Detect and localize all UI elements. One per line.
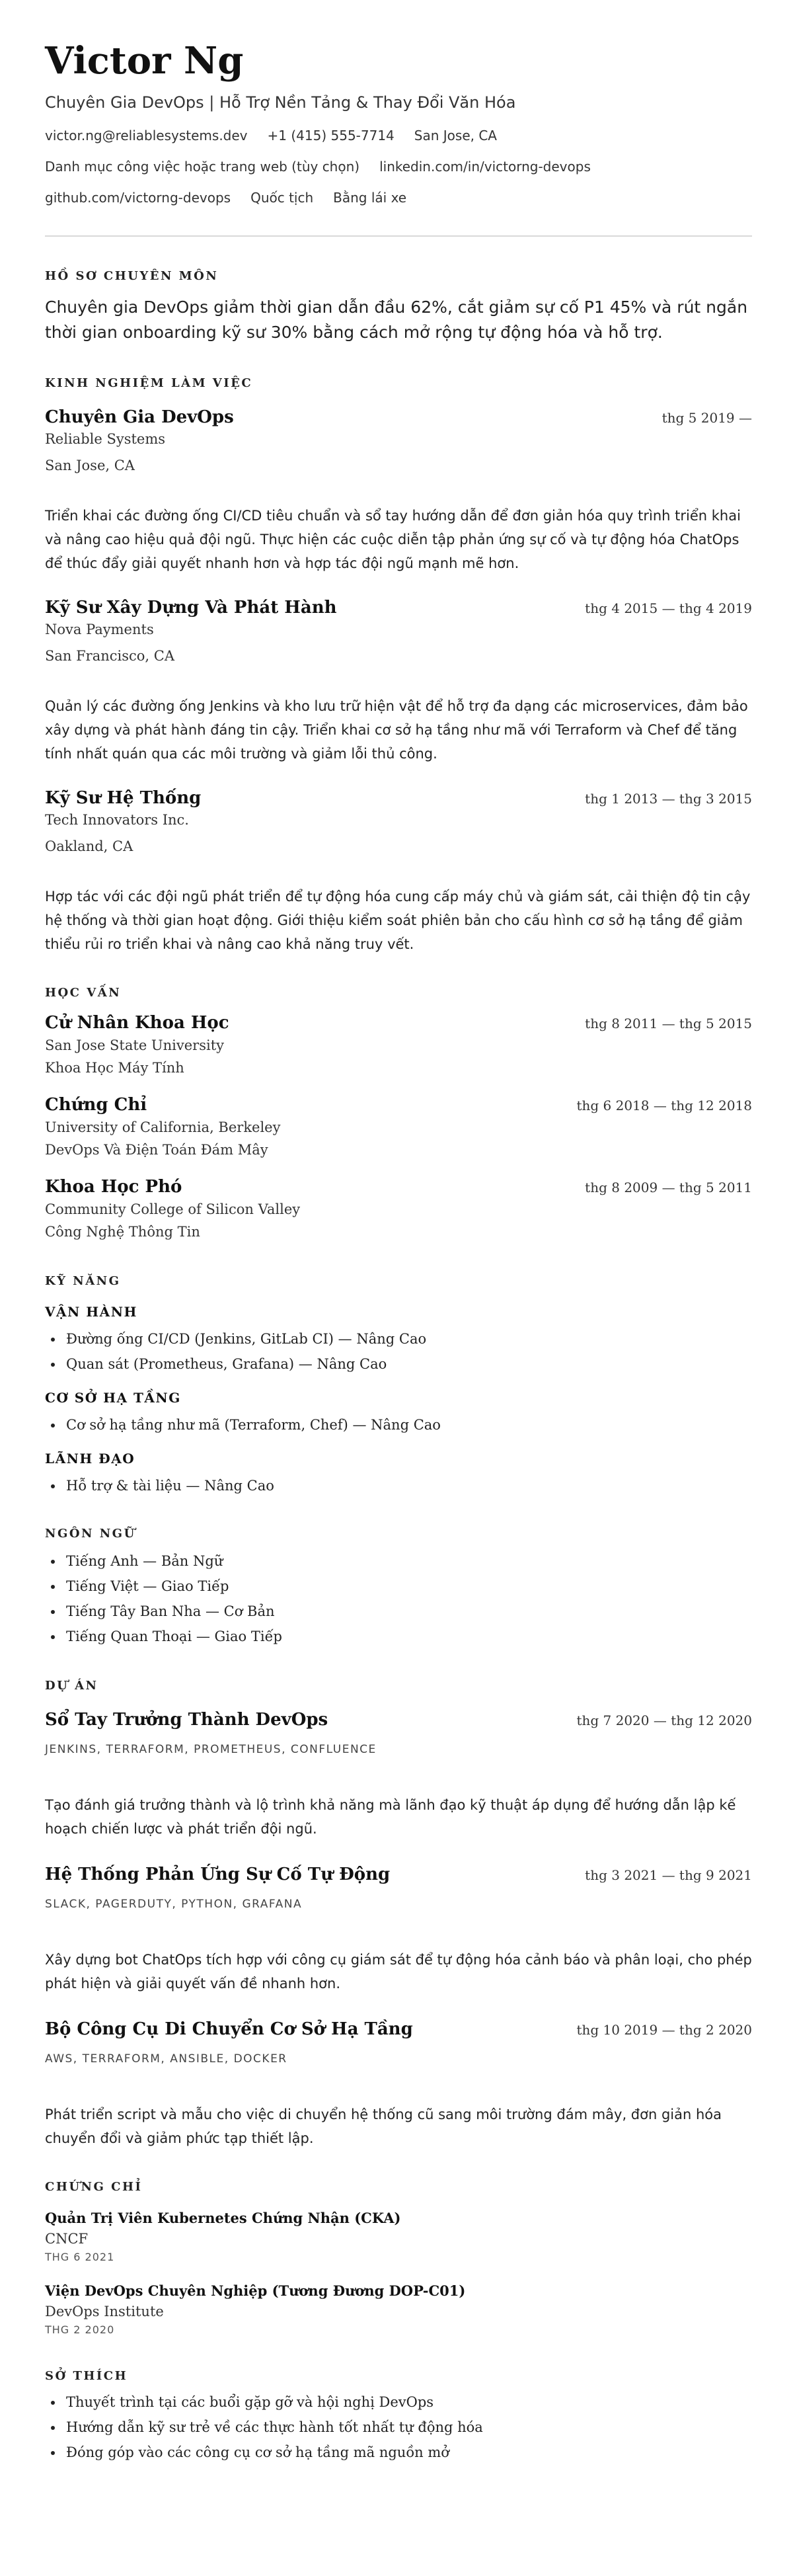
certification-name: Viện DevOps Chuyên Nghiệp (Tương Đương DOP-C01) <box>45 2282 466 2299</box>
field-of-study: Công Nghệ Thông Tin <box>45 1224 200 1240</box>
project-name: Sổ Tay Trưởng Thành DevOps <box>45 1710 328 1730</box>
project-description: Tạo đánh giá trưởng thành và lộ trình khả năng mà lãnh đạo kỹ thuật áp dụng để hướng dẫn lập kế hoạch chiến lược và phát triển đội ngũ. <box>45 1797 736 1837</box>
experience-item <box>45 596 752 766</box>
education-item <box>45 1176 752 1243</box>
project-dates: thg 7 2020 — thg 12 2020 <box>576 1712 752 1728</box>
skill-list <box>45 1473 752 1498</box>
education-section <box>45 985 752 1243</box>
skills-heading: KỸ NĂNG <box>45 1274 121 1288</box>
skill-item: • Quan sát (Prometheus, Grafana) — Nâng Cao <box>63 1351 752 1377</box>
project-item <box>45 1863 752 1995</box>
job-location: San Jose, CA <box>45 458 135 473</box>
field-of-study: DevOps Và Điện Toán Đám Mây <box>45 1142 268 1158</box>
github-link[interactable]: github.com/victorng-devops <box>45 190 231 206</box>
field-of-study: Khoa Học Máy Tính <box>45 1060 184 1076</box>
job-dates: thg 4 2015 — thg 4 2019 <box>585 600 752 616</box>
projects-section <box>45 1678 752 2150</box>
email-link[interactable]: victor.ng@reliablesystems.dev <box>45 128 248 143</box>
job-title: Chuyên Gia DevOps <box>45 407 234 427</box>
certification-date: THG 2 2020 <box>45 2323 115 2336</box>
nationality: Quốc tịch <box>250 190 314 206</box>
certifications-heading: CHỨNG CHỈ <box>45 2180 143 2194</box>
projects-heading: DỰ ÁN <box>45 1679 98 1693</box>
project-dates: thg 10 2019 — thg 2 2020 <box>576 2022 752 2038</box>
headline: Chuyên Gia DevOps | Hỗ Trợ Nền Tảng & Thay Đổi Văn Hóa <box>45 93 516 112</box>
portfolio-link[interactable]: Danh mục công việc hoặc trang web (tùy chọn) <box>45 159 360 175</box>
skill-item: • Cơ sở hạ tầng như mã (Terraform, Chef) — Nâng Cao <box>63 1412 752 1437</box>
job-description: Triển khai các đường ống CI/CD tiêu chuẩn và sổ tay hướng dẫn để đơn giản hóa quy trình triển khai và nâng cao hiệu quả đội ngũ. Thực hiện các cuộc diễn tập phản ứng sự cố và tự động hóa ChatOps để thúc đẩy giải quyết nhanh hơn và hợp tác đội ngũ mạnh mẽ hơn. <box>45 508 741 571</box>
degree-title: Cử Nhân Khoa Học <box>45 1013 229 1033</box>
skill-group-title: VẬN HÀNH <box>45 1304 137 1320</box>
phone-number[interactable]: +1 (415) 555-7714 <box>267 128 395 143</box>
degree-title: Khoa Học Phó <box>45 1177 182 1197</box>
linkedin-link[interactable]: linkedin.com/in/victorng-devops <box>379 159 591 175</box>
skill-group-title: LÃNH ĐẠO <box>45 1451 135 1467</box>
certification-name: Quản Trị Viên Kubernetes Chứng Nhận (CKA) <box>45 2210 401 2226</box>
interest-list <box>45 2390 752 2465</box>
school-name: Community College of Silicon Valley <box>45 1201 301 1217</box>
certification-issuer: CNCF <box>45 2231 89 2247</box>
education-dates: thg 8 2009 — thg 5 2011 <box>585 1180 752 1195</box>
project-description: Phát triển script và mẫu cho việc di chuyển hệ thống cũ sang môi trường đám mây, đơn giản hóa chuyển đổi và giảm phức tạp thiết lập. <box>45 2107 722 2146</box>
education-dates: thg 8 2011 — thg 5 2015 <box>585 1016 752 1031</box>
contact-info <box>45 127 752 206</box>
interests-heading: SỞ THÍCH <box>45 2369 128 2383</box>
experience-item <box>45 787 752 956</box>
company-name: Reliable Systems <box>45 431 166 447</box>
education-dates: thg 6 2018 — thg 12 2018 <box>576 1098 752 1113</box>
experience-heading: KINH NGHIỆM LÀM VIỆC <box>45 376 253 390</box>
job-title: Kỹ Sư Xây Dựng Và Phát Hành <box>45 598 337 618</box>
skill-list <box>45 1326 752 1377</box>
skill-list <box>45 1412 752 1437</box>
job-location: San Francisco, CA <box>45 648 175 664</box>
degree-title: Chứng Chỉ <box>45 1095 147 1115</box>
project-tech: JENKINS, TERRAFORM, PROMETHEUS, CONFLUENCE <box>45 1743 377 1756</box>
resume-page <box>45 0 752 2465</box>
job-dates: thg 5 2019 — <box>661 410 752 426</box>
interest-item: • Hướng dẫn kỹ sư trẻ về các thực hành tốt nhất tự động hóa <box>63 2415 752 2440</box>
interest-item: • Thuyết trình tại các buổi gặp gỡ và hội nghị DevOps <box>63 2390 752 2415</box>
language-item: • Tiếng Việt — Giao Tiếp <box>63 1574 752 1599</box>
language-item: • Tiếng Anh — Bản Ngữ <box>63 1549 752 1574</box>
languages-heading: NGÔN NGỮ <box>45 1527 136 1541</box>
project-dates: thg 3 2021 — thg 9 2021 <box>585 1867 752 1883</box>
job-location: Oakland, CA <box>45 838 133 854</box>
project-tech: AWS, TERRAFORM, ANSIBLE, DOCKER <box>45 2052 287 2066</box>
project-name: Hệ Thống Phản Ứng Sự Cố Tự Động <box>45 1865 391 1884</box>
education-heading: HỌC VẤN <box>45 986 122 1000</box>
candidate-name: Victor Ng <box>45 39 244 83</box>
skill-item: • Hỗ trợ & tài liệu — Nâng Cao <box>63 1473 752 1498</box>
education-item <box>45 1012 752 1079</box>
header-divider <box>45 235 752 237</box>
interest-item: • Đóng góp vào các công cụ cơ sở hạ tầng mã nguồn mở <box>63 2440 752 2465</box>
job-description: Hợp tác với các đội ngũ phát triển để tự động hóa cung cấp máy chủ và giám sát, cải thiện độ tin cậy hệ thống và thời gian hoạt động. Giới thiệu kiểm soát phiên bản cho cấu hình cơ sở hạ tầng để giảm thiểu rủi ro triển khai và nâng cao khả năng truy vết. <box>45 889 751 952</box>
job-title: Kỹ Sư Hệ Thống <box>45 788 202 808</box>
certification-date: THG 6 2021 <box>45 2251 115 2263</box>
company-name: Nova Payments <box>45 622 154 637</box>
language-item: • Tiếng Quan Thoại — Giao Tiếp <box>63 1624 752 1649</box>
language-item: • Tiếng Tây Ban Nha — Cơ Bản <box>63 1599 752 1624</box>
project-item <box>45 2018 752 2150</box>
project-description: Xây dựng bot ChatOps tích hợp với công cụ giám sát để tự động hóa cảnh báo và phân loại, cho phép phát hiện và giải quyết vấn đề nhanh hơn. <box>45 1952 752 1992</box>
job-dates: thg 1 2013 — thg 3 2015 <box>585 791 752 807</box>
certification-item <box>45 2281 752 2338</box>
experience-item <box>45 406 752 575</box>
certification-issuer: DevOps Institute <box>45 2304 164 2319</box>
school-name: University of California, Berkeley <box>45 1119 281 1135</box>
job-description: Quản lý các đường ống Jenkins và kho lưu trữ hiện vật để hỗ trợ đa dạng các microservices, đảm bảo xây dựng và phát hành đáng tin cậy. Triển khai cơ sở hạ tầng như mã với Terraform và Chef để tăng tính nhất quán qua các môi trường và giảm lỗi thủ công. <box>45 698 748 762</box>
driving-license: Bằng lái xe <box>333 190 407 206</box>
summary-heading: HỒ SƠ CHUYÊN MÔN <box>45 269 219 283</box>
project-tech: SLACK, PAGERDUTY, PYTHON, GRAFANA <box>45 1898 303 1911</box>
skill-item: • Đường ống CI/CD (Jenkins, GitLab CI) — Nâng Cao <box>63 1326 752 1351</box>
school-name: San Jose State University <box>45 1037 225 1053</box>
certification-item <box>45 2208 752 2265</box>
language-list <box>45 1549 752 1649</box>
company-name: Tech Innovators Inc. <box>45 812 189 828</box>
education-item <box>45 1094 752 1161</box>
location: San Jose, CA <box>414 128 497 143</box>
summary-text: Chuyên gia DevOps giảm thời gian dẫn đầu 62%, cắt giảm sự cố P1 45% và rút ngắn thời gian onboarding kỹ sư 30% bằng cách mở rộng tự động hóa và hỗ trợ. <box>45 298 748 342</box>
skill-group-title: CƠ SỞ HẠ TẦNG <box>45 1390 181 1406</box>
project-name: Bộ Công Cụ Di Chuyển Cơ Sở Hạ Tầng <box>45 2019 413 2039</box>
project-item <box>45 1709 752 1841</box>
